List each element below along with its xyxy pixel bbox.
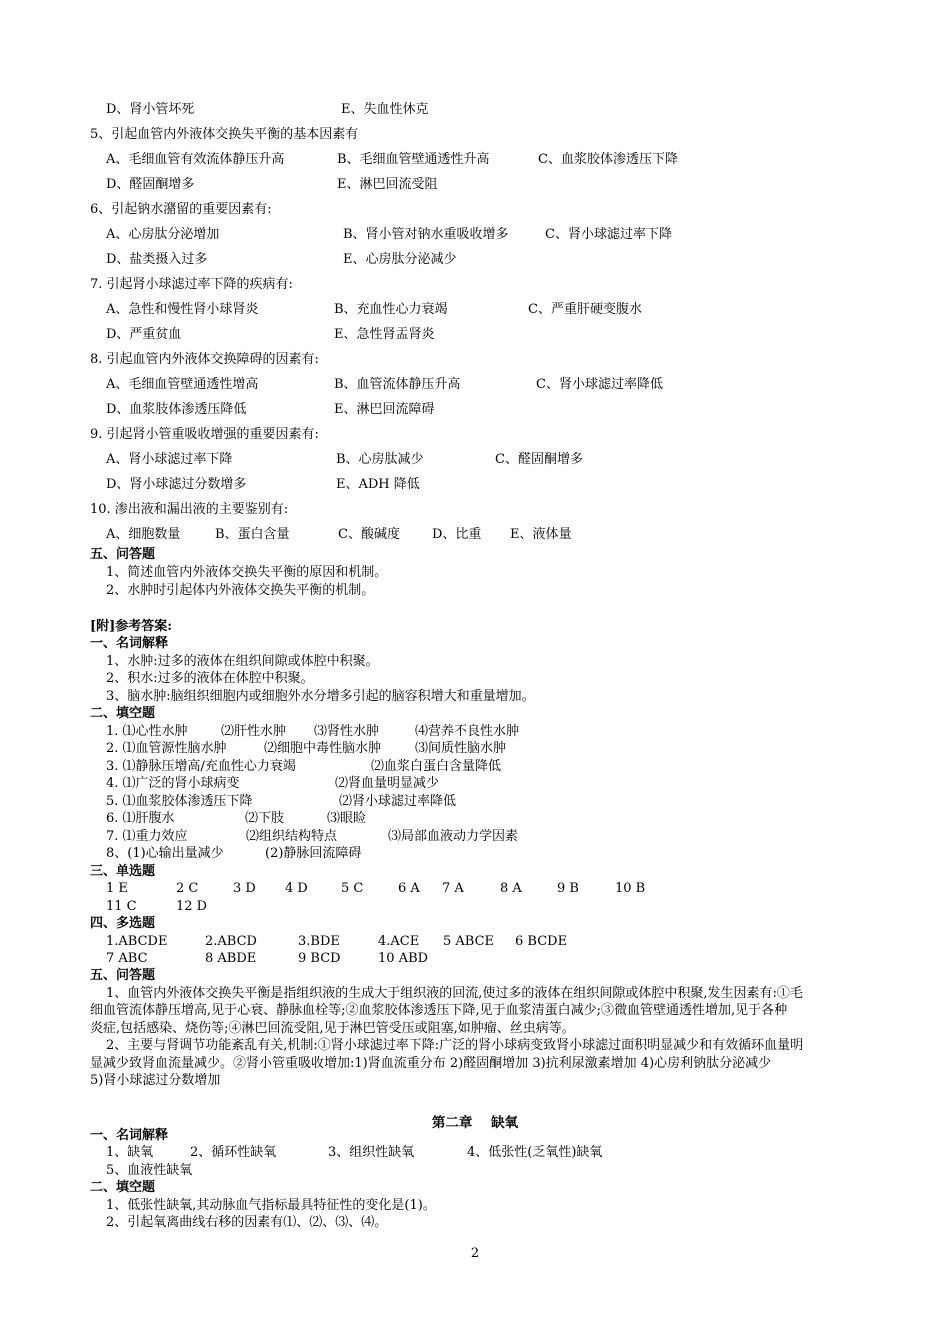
single-choice-answer: 11 C (106, 899, 137, 914)
q8-option-e: E、淋巴回流障碍 (334, 402, 435, 417)
essay-answer-line: 炎症,包括感染、烧伤等;④淋巴回流受阻,见于淋巴管受压或阻塞,如肿瘤、丝虫病等。 (90, 1021, 575, 1036)
multi-choice-answer: 1.ABCDE (106, 934, 168, 949)
fill-answer: 4. ⑴广泛的肾小球病变 (106, 776, 240, 791)
essay-answer-line: 5)肾小球滤过分数增加 (90, 1073, 221, 1088)
single-choice-answer: 6 A (398, 881, 420, 896)
page-number: 2 (470, 1246, 480, 1261)
multi-choice-answer: 9 BCD (298, 951, 341, 966)
q8-option-c: C、肾小球滤过率降低 (536, 377, 663, 392)
q5-option-b: B、毛细血管壁通透性升高 (337, 152, 490, 167)
fill-answer: (2)静脉回流障碍 (265, 846, 362, 861)
answers-title: [附]参考答案: (90, 619, 173, 634)
q4-option-e: E、失血性休克 (341, 102, 429, 117)
q5-option-d: D、醛固酮增多 (106, 177, 195, 192)
fill-answer: ⑵下肢 (245, 811, 285, 826)
fill-question: 1、低张性缺氧,其动脉血气指标最具特征性的变化是(1)。 (106, 1198, 436, 1213)
essay-answer-line: 细血管流体静压增高,见于心衰、静脉血栓等;②血浆胶体渗透压下降,见于血浆清蛋白减少;③微血管壁通透性增加,见于各种 (90, 1003, 788, 1018)
multi-choice-answer: 4.ACE (378, 934, 420, 949)
essay-answer-line: 1、血管内外液体交换失平衡是指组织液的生成大于组织液的回流,使过多的液体在组织间隙或体腔中积聚,发生因素有:①毛 (106, 986, 803, 1001)
q8-option-d: D、血浆肢体渗透压降低 (106, 402, 247, 417)
essay-question: 2、水肿时引起体内外液体交换失平衡的机制。 (106, 583, 375, 598)
q6-option-e: E、心房肽分泌减少 (343, 252, 457, 267)
fill-answer: 8、(1)心输出量减少 (106, 846, 224, 861)
q7-option-d: D、严重贫血 (106, 327, 182, 342)
single-choice-answer: 2 C (176, 881, 199, 896)
section-heading: 四、多选题 (90, 916, 156, 931)
term-item: 1、缺氧 (106, 1145, 154, 1160)
fill-answer: ⑵血浆白蛋白含量降低 (371, 759, 502, 774)
fill-answer: ⑵肝性水肿 (221, 724, 287, 739)
essay-answer-line: 2、主要与肾调节功能紊乱有关,机制:①肾小球滤过率下降:广泛的肾小球病变致肾小球滤过面积明显减少和有效循环血量明 (106, 1038, 804, 1053)
q4-option-d: D、肾小管坏死 (106, 102, 195, 117)
essay-answer-line: 显减少致肾血流量减少。②肾小管重吸收增加:1)肾血流重分布 2)醛固酮增加 3)抗利尿激素增加 4)心房利钠肽分泌减少 (90, 1056, 772, 1071)
section-heading: 一、名词解释 (90, 636, 169, 651)
term-item: 3、组织性缺氧 (328, 1145, 415, 1160)
q7-stem: 7. 引起肾小球滤过率下降的疾病有: (90, 277, 293, 292)
definition-answer: 1、水肿:过多的液体在组织间隙或体腔中积聚。 (106, 654, 379, 669)
q7-option-e: E、急性肾盂肾炎 (334, 327, 435, 342)
multi-choice-answer: 10 ABD (378, 951, 429, 966)
fill-answer: 3. ⑴静脉压增高/充血性心力衰竭 (106, 759, 296, 774)
q6-option-a: A、心房肽分泌增加 (106, 227, 220, 242)
chapter-title: 第二章 缺氧 (431, 1115, 519, 1131)
fill-answer: 7. ⑴重力效应 (106, 829, 188, 844)
multi-choice-answer: 3.BDE (298, 934, 340, 949)
single-choice-answer: 9 B (557, 881, 579, 896)
single-choice-answer: 4 D (285, 881, 308, 896)
fill-answer: ⑵肾血量明显减少 (335, 776, 440, 791)
section-heading: 三、单选题 (90, 864, 156, 879)
q10-option-a: A、细胞数量 (106, 527, 181, 542)
term-item: 4、低张性(乏氧性)缺氧 (467, 1145, 603, 1160)
q5-option-a: A、毛细血管有效流体静压升高 (106, 152, 285, 167)
section-heading: 一、名词解释 (90, 1128, 169, 1143)
fill-answer: ⑵肾小球滤过率降低 (339, 794, 457, 809)
q8-option-a: A、毛细血管壁通透性增高 (106, 377, 259, 392)
single-choice-answer: 8 A (500, 881, 522, 896)
q10-option-b: B、蛋白含量 (215, 527, 290, 542)
q9-option-b: B、心房肽减少 (336, 452, 424, 467)
single-choice-answer: 10 B (615, 881, 646, 896)
q5-option-e: E、淋巴回流受阻 (337, 177, 438, 192)
fill-answer: ⑶局部血液动力学因素 (388, 829, 519, 844)
q10-stem: 10. 渗出液和漏出液的主要鉴别有: (90, 502, 289, 517)
fill-answer: ⑶肾性水肿 (314, 724, 380, 739)
fill-answer: ⑶眼睑 (327, 811, 367, 826)
q8-option-b: B、血管流体静压升高 (334, 377, 461, 392)
section-heading: 二、填空题 (90, 1180, 156, 1195)
term-item: 5、血液性缺氧 (106, 1163, 193, 1178)
q7-option-c: C、严重肝硬变腹水 (528, 302, 642, 317)
multi-choice-answer: 5 ABCE (443, 934, 495, 949)
fill-question: 2、引起氧离曲线右移的因素有⑴、⑵、⑶、⑷。 (106, 1215, 388, 1230)
q9-option-c: C、醛固酮增多 (495, 452, 583, 467)
fill-answer: 2. ⑴血管源性脑水肿 (106, 741, 227, 756)
single-choice-answer: 1 E (106, 881, 128, 896)
fill-answer: ⑵组织结构特点 (246, 829, 338, 844)
q10-option-e: E、液体量 (510, 527, 572, 542)
q10-option-c: C、酸碱度 (338, 527, 400, 542)
q9-option-e: E、ADH 降低 (336, 477, 420, 492)
fill-answer: ⑵细胞中毒性脑水肿 (264, 741, 382, 756)
section-heading: 五、问答题 (90, 968, 156, 983)
q6-option-d: D、盐类摄入过多 (106, 252, 208, 267)
fill-answer: 6. ⑴肝腹水 (106, 811, 175, 826)
fill-answer: 5. ⑴血浆胶体渗透压下降 (106, 794, 253, 809)
q8-stem: 8. 引起血管内外液体交换障碍的因素有: (90, 352, 319, 367)
q6-option-b: B、肾小管对钠水重吸收增多 (343, 227, 509, 242)
multi-choice-answer: 6 BCDE (515, 934, 568, 949)
section-heading: 二、填空题 (90, 706, 156, 721)
q7-option-b: B、充血性心力衰竭 (334, 302, 448, 317)
q5-option-c: C、血浆胶体渗透压下降 (538, 152, 678, 167)
term-item: 2、循环性缺氧 (190, 1145, 277, 1160)
multi-choice-answer: 7 ABC (106, 951, 148, 966)
q10-option-d: D、比重 (432, 527, 482, 542)
single-choice-answer: 7 A (442, 881, 464, 896)
q6-stem: 6、引起钠水潴留的重要因素有: (90, 202, 272, 217)
fill-answer: ⑶间质性脑水肿 (415, 741, 507, 756)
section-heading: 五、问答题 (90, 547, 156, 562)
essay-question: 1、简述血管内外液体交换失平衡的原因和机制。 (106, 565, 388, 580)
multi-choice-answer: 8 ABDE (205, 951, 257, 966)
definition-answer: 3、脑水肿:脑组织细胞内或细胞外水分增多引起的脑容积增大和重量增加。 (106, 689, 535, 704)
q9-option-a: A、肾小球滤过率下降 (106, 452, 233, 467)
q9-option-d: D、肾小球滤过分数增多 (106, 477, 247, 492)
fill-answer: 1. ⑴心性水肿 (106, 724, 188, 739)
definition-answer: 2、积水:过多的液体在体腔中积聚。 (106, 671, 314, 686)
q9-stem: 9. 引起肾小管重吸收增强的重要因素有: (90, 427, 319, 442)
single-choice-answer: 3 D (233, 881, 256, 896)
q5-stem: 5、引起血管内外液体交换失平衡的基本因素有 (90, 127, 359, 142)
fill-answer: ⑷营养不良性水肿 (415, 724, 520, 739)
q6-option-c: C、肾小球滤过率下降 (545, 227, 672, 242)
single-choice-answer: 5 C (341, 881, 364, 896)
multi-choice-answer: 2.ABCD (205, 934, 257, 949)
single-choice-answer: 12 D (176, 899, 208, 914)
q7-option-a: A、急性和慢性肾小球肾炎 (106, 302, 259, 317)
